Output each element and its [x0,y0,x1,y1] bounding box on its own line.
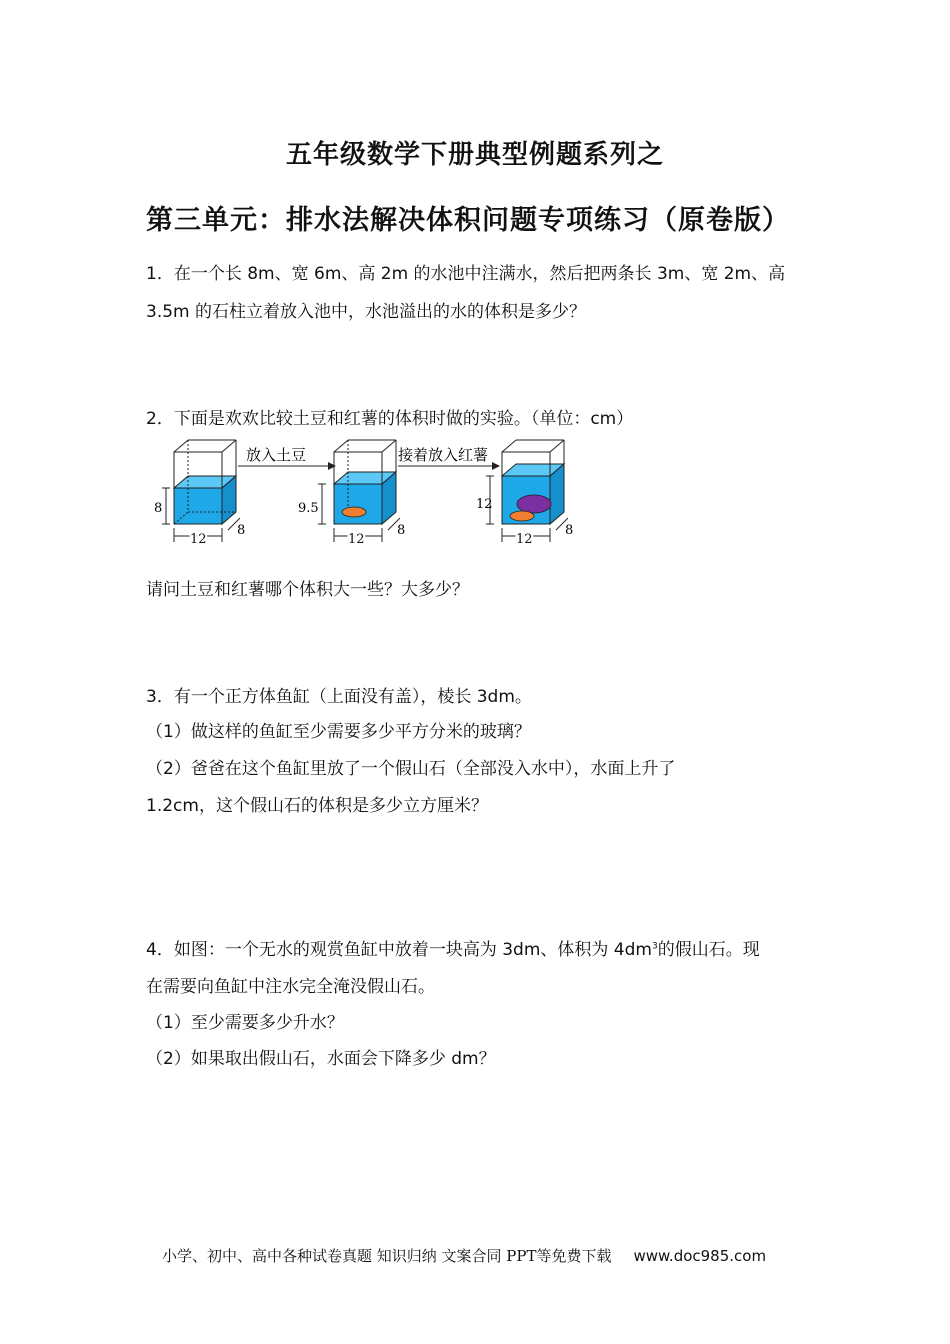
title-line-1: 五年级数学下册典型例题系列之 [285,140,664,170]
tank-1 [154,440,245,547]
q4-line-2: 在需要向鱼缸中注水完全淹没假山石。 [146,977,435,997]
tank-3 [476,440,573,547]
q3-line-1: 3．有一个正方体鱼缸（上面没有盖），棱长 3dm。 [146,687,532,707]
potato-icon [342,507,366,517]
tank-2-height: 9.5 [298,501,319,516]
tank-2-length: 12 [348,532,365,547]
q3-sub-2-cont: 1.2cm，这个假山石的体积是多少立方厘米？ [146,796,488,816]
q3-sub-1: （1）做这样的鱼缸至少需要多少平方分米的玻璃？ [146,722,531,742]
sweet-potato-icon [517,495,551,513]
q4-line-1-a: 4．如图：一个无水的观赏鱼缸中放着一块高为 3dm、体积为 4dm [146,940,652,960]
footer [162,1245,766,1266]
q2-question: 请问土豆和红薯哪个体积大一些？大多少？ [146,580,469,600]
arrow-2-label: 接着放入红薯 [398,446,489,464]
tank-3-width: 8 [565,523,574,538]
tank-3-height: 12 [476,497,493,512]
q4-line-1 [146,935,760,960]
q3-sub-2: （2）爸爸在这个鱼缸里放了一个假山石（全部没入水中），水面上升了 [146,759,676,779]
tank-3-length: 12 [516,532,533,547]
q1-line-2: 3.5m 的石柱立着放入池中，水池溢出的水的体积是多少？ [146,302,586,322]
title-line-2: 第三单元：排水法解决体积问题专项练习（原卷版） [146,205,790,236]
q4-line-1-sup: 3 [651,941,658,952]
q4-line-1-b: 的假山石。现 [657,940,760,960]
q4-sub-1: （1）至少需要多少升水？ [146,1013,344,1033]
q1-line-1: 1．在一个长 8m、宽 6m、高 2m 的水池中注满水，然后把两条长 3m、宽 2m、高 [146,264,786,284]
tank-1-height: 8 [154,501,163,516]
q4-sub-2: （2）如果取出假山石，水面会下降多少 dm？ [146,1049,496,1069]
footer-text: 小学、初中、高中各种试卷真题 知识归纳 文案合同 PPT等免费下载 [162,1247,612,1265]
potato-icon-2 [510,511,534,521]
experiment-figure [140,430,600,550]
tank-2-width: 8 [397,523,406,538]
q2-line-1: 2．下面是欢欢比较土豆和红薯的体积时做的实验。（单位：cm） [146,409,634,429]
tank-1-length: 12 [190,532,207,547]
arrow-1-label: 放入土豆 [246,446,307,464]
tank-2 [298,440,405,547]
footer-url[interactable]: www.doc985.com [633,1247,767,1265]
tank-1-width: 8 [237,523,246,538]
